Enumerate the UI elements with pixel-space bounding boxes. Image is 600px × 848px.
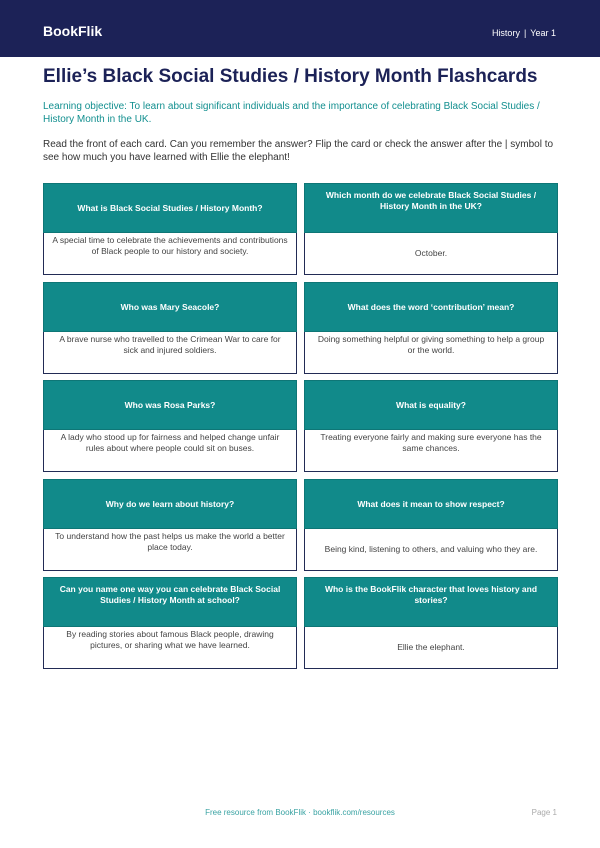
card-back: A brave nurse who travelled to the Crimean War to care for sick and injured soldiers. — [43, 332, 297, 374]
card-back: By reading stories about famous Black people, drawing pictures, or sharing what we have learned. — [43, 627, 297, 669]
intro-text: Read the front of each card. Can you remember the answer? Flip the card or check the answer after the | symbol to see how much you have learned with Ellie the elephant! — [43, 139, 554, 163]
learning-objective: Learning objective: To learn about significant individuals and the importance of celebrating Black Social Studies / History Month in the UK. — [43, 101, 540, 125]
brand-logo[interactable]: BookFlik — [43, 23, 103, 39]
page-number: Page 1 — [531, 808, 557, 817]
flashcard[interactable] — [43, 577, 297, 669]
flashcard[interactable] — [304, 577, 558, 669]
card-front: What is equality? — [304, 380, 558, 430]
year-label: Year 1 — [530, 28, 556, 38]
card-front: What is Black Social Studies / History Month? — [43, 183, 297, 233]
card-front: Who was Rosa Parks? — [43, 380, 297, 430]
card-back: Ellie the elephant. — [304, 627, 558, 669]
header-separator: | — [523, 28, 527, 38]
card-back: October. — [304, 233, 558, 275]
subject-label: History — [491, 28, 520, 38]
card-front: What does it mean to show respect? — [304, 479, 558, 529]
card-back: A lady who stood up for fairness and helped change unfair rules about where people could sit on buses. — [43, 430, 297, 472]
flashcard[interactable] — [43, 282, 297, 374]
card-back: Treating everyone fairly and making sure everyone has the same chances. — [304, 430, 558, 472]
card-back: Being kind, listening to others, and valuing who they are. — [304, 529, 558, 571]
card-front: Can you name one way you can celebrate Black Social Studies / History Month at school? — [43, 577, 297, 627]
header-bar — [0, 0, 600, 57]
card-front: Who is the BookFlik character that loves history and stories? — [304, 577, 558, 627]
card-front: What does the word ‘contribution’ mean? — [304, 282, 558, 332]
flashcard[interactable] — [304, 380, 558, 472]
header-meta — [492, 27, 556, 39]
card-front: Which month do we celebrate Black Social Studies / History Month in the UK? — [304, 183, 558, 233]
flashcard[interactable] — [43, 380, 297, 472]
flashcard[interactable] — [43, 479, 297, 571]
page-title: Ellie’s Black Social Studies / History Month Flashcards — [43, 66, 538, 87]
flashcard[interactable] — [304, 282, 558, 374]
flashcard[interactable] — [43, 183, 297, 275]
card-front: Why do we learn about history? — [43, 479, 297, 529]
card-back: A special time to celebrate the achievements and contributions of Black people to our history and society. — [43, 233, 297, 275]
flashcard[interactable] — [304, 183, 558, 275]
card-back: To understand how the past helps us make the world a better place today. — [43, 529, 297, 571]
card-back: Doing something helpful or giving something to help a group or the world. — [304, 332, 558, 374]
card-front: Who was Mary Seacole? — [43, 282, 297, 332]
flashcard[interactable] — [304, 479, 558, 571]
footer-link[interactable]: Free resource from BookFlik · bookflik.com/resources — [205, 808, 395, 817]
